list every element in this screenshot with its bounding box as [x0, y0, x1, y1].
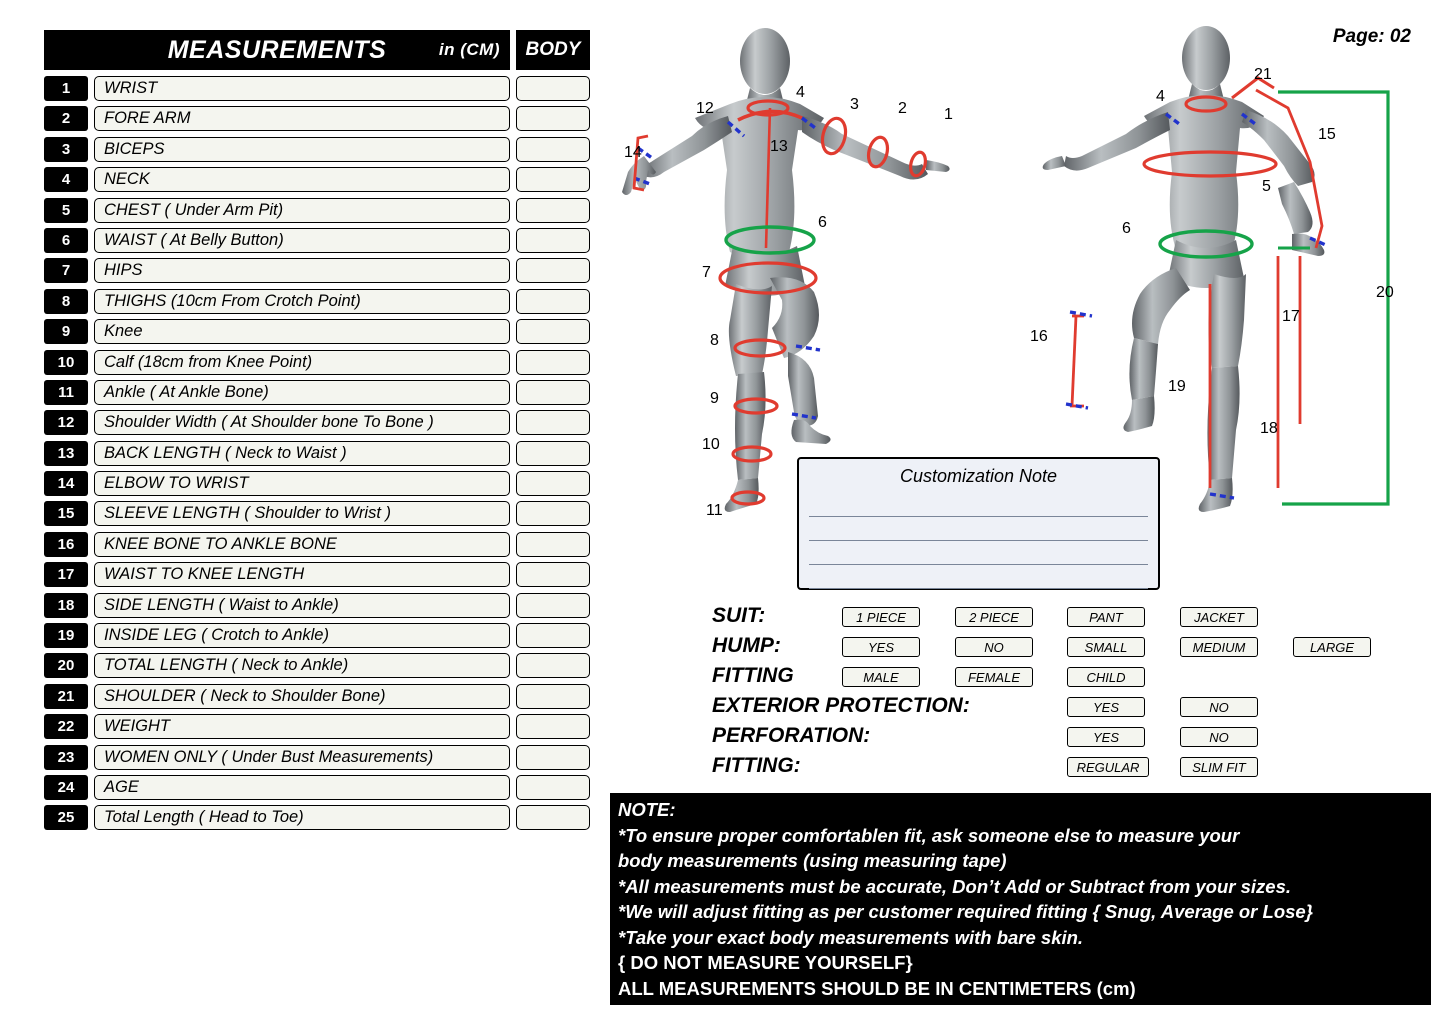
measurement-row	[44, 441, 596, 466]
measurement-number: 24	[44, 775, 88, 800]
marker-14: 14	[624, 144, 642, 161]
marker-9: 9	[710, 390, 719, 407]
option-label: EXTERIOR PROTECTION:	[712, 694, 970, 717]
option-row	[712, 664, 1432, 694]
measurement-row	[44, 745, 596, 770]
measurement-value-input[interactable]	[516, 562, 590, 587]
measurement-label: Calf (18cm from Knee Point)	[94, 350, 510, 375]
measurement-number: 2	[44, 106, 88, 131]
note-line: *All measurements must be accurate, Don’t Add or Subtract from your sizes.	[618, 875, 1292, 897]
measurement-label: ELBOW TO WRIST	[94, 471, 510, 496]
option-label: HUMP:	[712, 634, 781, 657]
measurement-label: SLEEVE LENGTH ( Shoulder to Wrist )	[94, 501, 510, 526]
option-chip[interactable]: 2 PIECE	[955, 607, 1033, 627]
marker-3: 3	[850, 96, 859, 113]
measurement-label: Knee	[94, 319, 510, 344]
measurement-number: 8	[44, 289, 88, 314]
marker-10: 10	[702, 436, 720, 453]
customization-note-line[interactable]	[809, 541, 1148, 565]
marker-20: 20	[1376, 284, 1394, 301]
measurement-value-input[interactable]	[516, 471, 590, 496]
marker-1: 1	[944, 106, 953, 123]
measurement-value-input[interactable]	[516, 319, 590, 344]
measurement-value-input[interactable]	[516, 167, 590, 192]
note-line: *We will adjust fitting as per customer required fitting { Snug, Average or Lose}	[618, 901, 1313, 922]
measurement-row	[44, 775, 596, 800]
measurement-number: 17	[44, 562, 88, 587]
marker-7: 7	[702, 264, 711, 281]
marker-4-back: 4	[796, 84, 805, 101]
option-chip[interactable]: MALE	[842, 667, 920, 687]
marker-17: 17	[1282, 308, 1300, 325]
customization-note-line[interactable]	[809, 517, 1148, 541]
option-chip[interactable]: REGULAR	[1067, 757, 1149, 777]
customization-note-line[interactable]	[809, 565, 1148, 589]
marker-21: 21	[1254, 66, 1272, 83]
measurement-row	[44, 410, 596, 435]
figure-front-view	[1043, 26, 1325, 512]
marker-15: 15	[1318, 126, 1336, 143]
measurement-row	[44, 532, 596, 557]
measurement-row	[44, 289, 596, 314]
measurement-number: 10	[44, 350, 88, 375]
measurement-value-input[interactable]	[516, 350, 590, 375]
note-line: ALL MEASUREMENTS SHOULD BE IN CENTIMETERS (cm)	[618, 977, 1136, 999]
option-chip[interactable]: FEMALE	[955, 667, 1033, 687]
measurement-label: WAIST ( At Belly Button)	[94, 228, 510, 253]
marker-19: 19	[1168, 378, 1186, 395]
measurement-row	[44, 137, 596, 162]
measurement-value-input[interactable]	[516, 106, 590, 131]
measurement-number: 12	[44, 410, 88, 435]
measurement-value-input[interactable]	[516, 228, 590, 253]
measurement-number: 23	[44, 745, 88, 770]
measurement-value-input[interactable]	[516, 805, 590, 830]
marker-4-front: 4	[1156, 88, 1165, 105]
note-block	[610, 793, 1431, 1005]
marker-18: 18	[1260, 420, 1278, 437]
measurement-value-input[interactable]	[516, 289, 590, 314]
measurement-value-input[interactable]	[516, 410, 590, 435]
marker-16: 16	[1030, 328, 1048, 345]
option-chip[interactable]: NO	[955, 637, 1033, 657]
option-chip[interactable]: SLIM FIT	[1180, 757, 1258, 777]
customization-note-lines	[799, 493, 1158, 589]
option-chip[interactable]: 1 PIECE	[842, 607, 920, 627]
option-label: FITTING	[712, 664, 794, 687]
option-row	[712, 724, 1432, 754]
measurement-label: FORE ARM	[94, 106, 510, 131]
measurement-row	[44, 228, 596, 253]
option-chip[interactable]: CHILD	[1067, 667, 1145, 687]
note-line: body measurements (using measuring tape)	[618, 850, 1007, 871]
option-row	[712, 754, 1432, 784]
marker-11: 11	[706, 502, 723, 519]
customization-note[interactable]	[797, 457, 1160, 590]
measurement-label: CHEST ( Under Arm Pit)	[94, 198, 510, 223]
measurement-value-input[interactable]	[516, 684, 590, 709]
measurement-label: WEIGHT	[94, 714, 510, 739]
measurement-row	[44, 198, 596, 223]
measurement-label: HIPS	[94, 258, 510, 283]
option-row	[712, 694, 1432, 724]
measurement-label: Ankle ( At Ankle Bone)	[94, 380, 510, 405]
measurement-row	[44, 106, 596, 131]
marker-12: 12	[696, 100, 714, 117]
option-chip[interactable]: JACKET	[1180, 607, 1258, 627]
option-chip[interactable]: LARGE	[1293, 637, 1371, 657]
option-chip[interactable]: YES	[1067, 697, 1145, 717]
marker-8: 8	[710, 332, 719, 349]
option-chip[interactable]: YES	[1067, 727, 1145, 747]
measurement-label: NECK	[94, 167, 510, 192]
measurement-number: 6	[44, 228, 88, 253]
measurements-unit: in (CM)	[438, 40, 500, 59]
option-chip[interactable]: MEDIUM	[1180, 637, 1258, 657]
measurement-label: SHOULDER ( Neck to Shoulder Bone)	[94, 684, 510, 709]
measurement-value-input[interactable]	[516, 714, 590, 739]
note-line: *Take your exact body measurements with bare skin.	[618, 926, 1084, 948]
measurement-label: INSIDE LEG ( Crotch to Ankle)	[94, 623, 510, 648]
measurement-row	[44, 258, 596, 283]
measurement-number: 14	[44, 471, 88, 496]
measurement-number: 1	[44, 76, 88, 101]
note-line: NOTE:	[618, 799, 676, 820]
measurement-number: 19	[44, 623, 88, 648]
option-label: PERFORATION:	[712, 724, 871, 747]
measurement-number: 4	[44, 167, 88, 192]
option-chip[interactable]: NO	[1180, 727, 1258, 747]
measurement-number: 18	[44, 593, 88, 618]
measurement-label: THIGHS (10cm From Crotch Point)	[94, 289, 510, 314]
measurement-row	[44, 380, 596, 405]
option-row	[712, 604, 1432, 634]
option-chip[interactable]: SMALL	[1067, 637, 1145, 657]
measurement-label: BACK LENGTH ( Neck to Waist )	[94, 441, 510, 466]
measurements-rows	[44, 76, 596, 830]
measurement-number: 25	[44, 805, 88, 830]
measurement-row	[44, 471, 596, 496]
measurement-value-input[interactable]	[516, 76, 590, 101]
measurement-label: BICEPS	[94, 137, 510, 162]
measurement-value-input[interactable]	[516, 380, 590, 405]
marker-6-back: 6	[818, 214, 827, 231]
measurement-row	[44, 167, 596, 192]
body-column-header: BODY	[516, 30, 590, 70]
measurement-label: WAIST TO KNEE LENGTH	[94, 562, 510, 587]
measurement-row	[44, 623, 596, 648]
marker-6-front: 6	[1122, 220, 1131, 237]
measurement-label: Total Length ( Head to Toe)	[94, 805, 510, 830]
measurement-row	[44, 653, 596, 678]
measurement-number: 22	[44, 714, 88, 739]
options-section	[712, 604, 1432, 784]
measurement-value-input[interactable]	[516, 258, 590, 283]
note-line: { DO NOT MEASURE YOURSELF}	[618, 952, 913, 973]
option-chip[interactable]: YES	[842, 637, 920, 657]
option-label: FITTING:	[712, 754, 801, 777]
marker-13: 13	[770, 138, 788, 155]
measurement-number: 11	[44, 380, 88, 405]
measurement-number: 20	[44, 653, 88, 678]
marker-5: 5	[1262, 178, 1271, 195]
measurement-row	[44, 319, 596, 344]
measurement-row	[44, 350, 596, 375]
option-chip[interactable]: PANT	[1067, 607, 1145, 627]
measurement-number: 9	[44, 319, 88, 344]
measurement-value-input[interactable]	[516, 593, 590, 618]
measurement-label: WRIST	[94, 76, 510, 101]
measurement-label: WOMEN ONLY ( Under Bust Measurements)	[94, 745, 510, 770]
customization-note-title: Customization Note	[899, 466, 1058, 486]
measurement-row	[44, 76, 596, 101]
measurement-row	[44, 562, 596, 587]
measurement-value-input[interactable]	[516, 775, 590, 800]
measurement-row	[44, 501, 596, 526]
measurement-row	[44, 684, 596, 709]
measurement-label: KNEE BONE TO ANKLE BONE	[94, 532, 510, 557]
measurement-label: TOTAL LENGTH ( Neck to Ankle)	[94, 653, 510, 678]
measurement-number: 5	[44, 198, 88, 223]
measurement-row	[44, 805, 596, 830]
measurement-row	[44, 714, 596, 739]
measurement-value-input[interactable]	[516, 623, 590, 648]
measurement-number: 16	[44, 532, 88, 557]
measurement-number: 3	[44, 137, 88, 162]
measurement-label: Shoulder Width ( At Shoulder bone To Bone )	[94, 410, 510, 435]
option-chip[interactable]: NO	[1180, 697, 1258, 717]
page-number: Page: 02	[1332, 26, 1411, 47]
measurement-value-input[interactable]	[516, 532, 590, 557]
option-label: SUIT:	[712, 604, 766, 627]
measurement-value-input[interactable]	[516, 137, 590, 162]
measurement-label: AGE	[94, 775, 510, 800]
measurement-value-input[interactable]	[516, 441, 590, 466]
measurement-number: 7	[44, 258, 88, 283]
measurement-number: 13	[44, 441, 88, 466]
measurement-value-input[interactable]	[516, 653, 590, 678]
measurements-title	[44, 30, 510, 70]
measurement-row	[44, 593, 596, 618]
measurement-number: 15	[44, 501, 88, 526]
option-row	[712, 634, 1432, 664]
measurements-title-text: MEASUREMENTS	[167, 35, 387, 64]
measurements-panel	[44, 30, 596, 836]
note-line: *To ensure proper comfortablen fit, ask someone else to measure your	[618, 824, 1240, 846]
measurement-number: 21	[44, 684, 88, 709]
measurement-label: SIDE LENGTH ( Waist to Ankle)	[94, 593, 510, 618]
measurement-value-input[interactable]	[516, 198, 590, 223]
measurements-header	[44, 30, 596, 70]
marker-2: 2	[898, 100, 907, 117]
measurement-value-input[interactable]	[516, 501, 590, 526]
measurement-value-input[interactable]	[516, 745, 590, 770]
customization-note-line[interactable]	[809, 493, 1148, 517]
